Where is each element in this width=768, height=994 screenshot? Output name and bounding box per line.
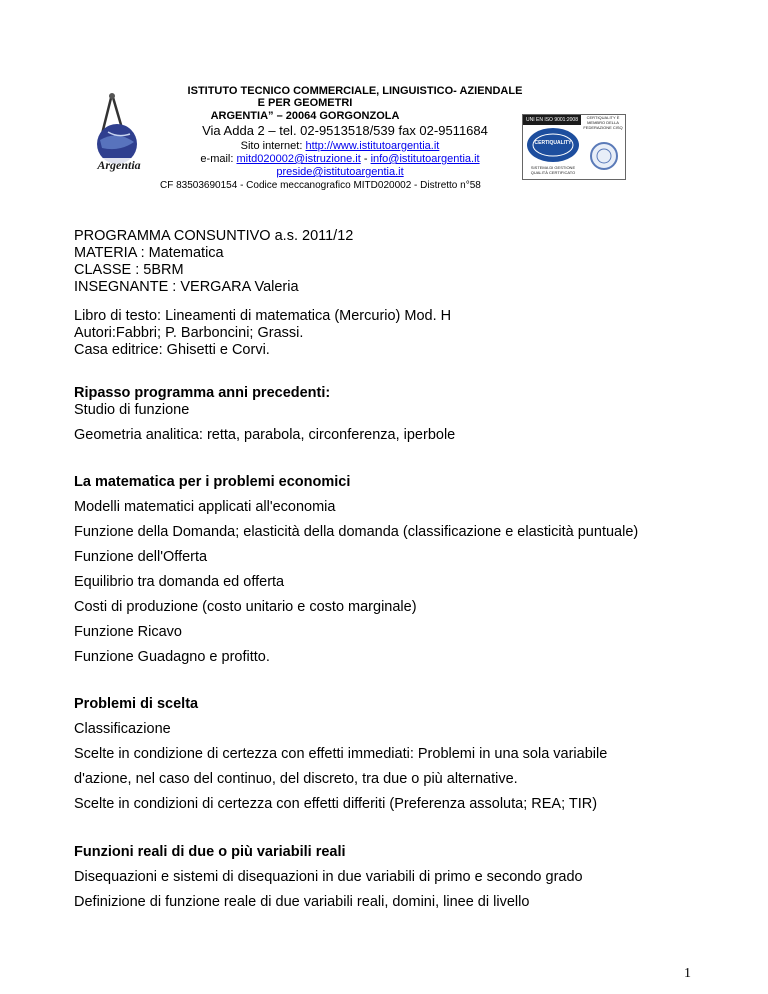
- section-line: Equilibrio tra domanda ed offerta: [74, 574, 285, 590]
- cert-cisq-label: CERTIQUALITY È MEMBRO DELLA FEDERAZIONE CISQ: [583, 115, 623, 130]
- libro-line: Libro di testo: Lineamenti di matematica (Mercurio) Mod. H: [74, 308, 452, 324]
- section-line: Costi di produzione (costo unitario e costo marginale): [74, 599, 417, 615]
- section-line: Studio di funzione: [74, 402, 190, 418]
- section-line: Classificazione: [74, 721, 171, 737]
- email-label: e-mail:: [200, 153, 237, 165]
- section-line: Scelte in condizioni di certezza con effetti differiti (Preferenza assoluta; REA; TIR): [74, 796, 598, 812]
- institute-name-line3: ARGENTIA” – 20064 GORGONZOLA: [210, 110, 400, 122]
- section-title-ripasso: Ripasso programma anni precedenti:: [74, 385, 331, 401]
- section-line: Disequazioni e sistemi di disequazioni in due variabili di primo e secondo grado: [74, 869, 583, 885]
- institute-email-line2: [160, 166, 520, 178]
- website-label: Sito internet:: [240, 140, 306, 152]
- autori-line: Autori:Fabbri; P. Barboncini; Grassi.: [74, 325, 304, 341]
- cert-system-label: SISTEMA DI GESTIONE QUALITÀ CERTIFICATO: [530, 165, 576, 175]
- section-line: Definizione di funzione reale di due variabili reali, domini, linee di livello: [74, 894, 530, 910]
- cert-seal-text: CERTIQUALITY: [534, 140, 572, 146]
- insegnante-line: INSEGNANTE : VERGARA Valeria: [74, 279, 299, 295]
- website-link[interactable]: http://www.istitutoargentia.it: [305, 140, 440, 152]
- section-line: Funzione dell'Offerta: [74, 549, 208, 565]
- institute-website-line: [160, 140, 520, 152]
- section-line: Scelte in condizione di certezza con effetti immediati: Problemi in una sola variabile: [74, 746, 608, 762]
- logo-text: Argentia: [97, 158, 141, 172]
- casa-editrice-line: Casa editrice: Ghisetti e Corvi.: [74, 342, 270, 358]
- email-link-istruzione[interactable]: mitd020002@istruzione.it: [236, 153, 361, 165]
- page-number: 1: [684, 966, 691, 981]
- section-line: d'azione, nel caso del continuo, del discreto, tra due o più alternative.: [74, 771, 518, 787]
- section-line: Funzione Guadagno e profitto.: [74, 649, 270, 665]
- institute-name-line1: ISTITUTO TECNICO COMMERCIALE, LINGUISTICO- AZIENDALE: [187, 85, 523, 97]
- materia-line: MATERIA : Matematica: [74, 245, 224, 261]
- section-line: Funzione della Domanda; elasticità della domanda (classificazione e elasticità puntuale): [74, 524, 639, 540]
- programma-line: PROGRAMMA CONSUNTIVO a.s. 2011/12: [74, 228, 354, 244]
- section-title-scelta: Problemi di scelta: [74, 696, 199, 712]
- section-title-economia: La matematica per i problemi economici: [74, 474, 351, 490]
- iqnet-seal-icon: [589, 141, 619, 171]
- institute-address: Via Adda 2 – tel. 02-9513518/539 fax 02-9511684: [202, 123, 488, 138]
- section-line: Modelli matematici applicati all'economia: [74, 499, 336, 515]
- fiscal-code-line: CF 83503690154 - Codice meccanografico MITD020002 - Distretto n°58: [160, 180, 481, 191]
- institute-name-line2: E PER GEOMETRI: [257, 97, 353, 109]
- classe-line: CLASSE : 5BRM: [74, 262, 184, 278]
- email-link-info[interactable]: info@istitutoargentia.it: [370, 153, 480, 165]
- email-separator: -: [360, 153, 371, 165]
- certification-badge: [522, 114, 626, 180]
- institute-logo: [90, 90, 148, 180]
- section-title-funzioni: Funzioni reali di due o più variabili reali: [74, 844, 346, 860]
- section-line: Geometria analitica: retta, parabola, circonferenza, iperbole: [74, 427, 456, 443]
- email-link-preside[interactable]: preside@istitutoargentia.it: [276, 166, 404, 178]
- section-line: Funzione Ricavo: [74, 624, 182, 640]
- institute-email-line: [160, 153, 520, 165]
- cert-iso-label: UNI EN ISO 9001:2008: [523, 115, 581, 125]
